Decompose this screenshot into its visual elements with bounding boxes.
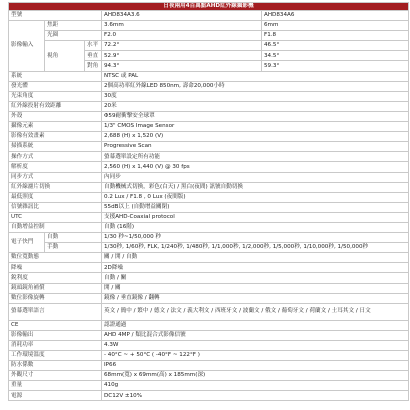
spec-label: CE bbox=[9, 320, 102, 330]
spec-label: 影像輸出 bbox=[9, 330, 102, 340]
spec-group-general bbox=[9, 71, 409, 233]
view-v-label: 垂直 bbox=[85, 51, 102, 61]
osd-group bbox=[9, 303, 409, 320]
spec-row bbox=[9, 142, 409, 152]
spec-value: 68mm(寬) x 69mm(高) x 185mm(深) bbox=[102, 371, 409, 381]
spec-value: 2,688 (H) x 1,520 (V) bbox=[102, 132, 409, 142]
spec-row bbox=[9, 101, 409, 111]
view-v-value-2: 34.5° bbox=[262, 51, 409, 61]
spec-label: 防水係數 bbox=[9, 361, 102, 371]
view-d-value-1: 94.3° bbox=[102, 61, 262, 71]
spec-label: 最低照度 bbox=[9, 192, 102, 202]
aperture-value-1: F2.0 bbox=[102, 31, 262, 41]
spec-row bbox=[9, 361, 409, 371]
spec-label: 解析度 bbox=[9, 162, 102, 172]
spec-row bbox=[9, 122, 409, 132]
shutter-manual-label: 手動 bbox=[45, 243, 102, 253]
spec-label: 信號雜訊比 bbox=[9, 202, 102, 212]
spec-value: 0.2 Lux / F1.8 , 0 Lux (夜間版) bbox=[102, 192, 409, 202]
view-h-label: 水平 bbox=[85, 41, 102, 51]
osd-label: 螢幕選單語言 bbox=[9, 303, 102, 320]
spec-label: 降噪 bbox=[9, 263, 102, 273]
osd-value: 英文 / 簡中 / 繁中 / 德文 / 法文 / 義大利文 / 西班牙文 / 波蘭文 / 俄文 / 葡萄牙文 / 荷蘭文 / 土耳其文 / 日文 bbox=[102, 303, 409, 320]
spec-table-body bbox=[9, 3, 409, 72]
spec-row bbox=[9, 91, 409, 101]
table-title: 日夜兩用4百萬點AHD紅外線攝影機 bbox=[9, 3, 409, 11]
spec-value: 30度 bbox=[102, 91, 409, 101]
spec-label: UTC bbox=[9, 212, 102, 222]
spec-row bbox=[9, 162, 409, 172]
spec-label: 自動增益控制 bbox=[9, 222, 102, 232]
view-v-value-1: 52.9° bbox=[102, 51, 262, 61]
spec-label: 消耗功率 bbox=[9, 340, 102, 350]
aperture-row bbox=[9, 31, 409, 41]
spec-row bbox=[9, 371, 409, 381]
spec-value: 自動 / 關 bbox=[102, 273, 409, 283]
spec-row bbox=[9, 222, 409, 232]
spec-row bbox=[9, 351, 409, 361]
spec-row bbox=[9, 340, 409, 350]
spec-value: 鏡像 / 垂直鏡像 / 翻轉 bbox=[102, 293, 409, 303]
model-row bbox=[9, 11, 409, 21]
title-row bbox=[9, 3, 409, 11]
spec-label: 同步方式 bbox=[9, 172, 102, 182]
spec-row bbox=[9, 320, 409, 330]
spec-row bbox=[9, 330, 409, 340]
spec-value: 自動 (16階) bbox=[102, 222, 409, 232]
spec-value: 20米 bbox=[102, 101, 409, 111]
spec-row bbox=[9, 273, 409, 283]
view-h-value-1: 72.2° bbox=[102, 41, 262, 51]
shutter-manual-value: 1/30秒, 1/60秒, FLK, 1/240秒, 1/480秒, 1/1,000秒, 1/2,000秒, 1/5,000秒, 1/10,000秒, 1/50,000秒 bbox=[102, 243, 409, 253]
model-value-2: AHD834A6 bbox=[262, 11, 409, 21]
spec-row bbox=[9, 293, 409, 303]
spec-value: DC12V ±10% bbox=[102, 391, 409, 401]
spec-row bbox=[9, 182, 409, 192]
spec-row bbox=[9, 391, 409, 401]
spec-value: - 40°C ~ + 50°C ( -40°F ~ 122°F ) bbox=[102, 351, 409, 361]
spec-value: Φ59耐衝擊安全球罩 bbox=[102, 111, 409, 121]
spec-label: 數位影像旋轉 bbox=[9, 293, 102, 303]
spec-label: 外殼 bbox=[9, 111, 102, 121]
spec-group-physical bbox=[9, 320, 409, 401]
spec-row bbox=[9, 381, 409, 391]
spec-value: 螢幕選單設定所有功能 bbox=[102, 152, 409, 162]
focal-value-1: 3.6mm bbox=[102, 21, 262, 31]
osd-row bbox=[9, 303, 409, 320]
spec-label: 工作環境溫度 bbox=[9, 351, 102, 361]
spec-row bbox=[9, 202, 409, 212]
spec-value: 2個高功率紅外線LED 850nm, 壽命20,000小時 bbox=[102, 81, 409, 91]
shutter-manual-row bbox=[9, 243, 409, 253]
view-h-value-2: 46.5° bbox=[262, 41, 409, 51]
spec-label: 數位寬動態 bbox=[9, 253, 102, 263]
shutter-auto-row bbox=[9, 233, 409, 243]
spec-label: 電源 bbox=[9, 391, 102, 401]
spec-value: 關 / 開 / 自動 bbox=[102, 253, 409, 263]
model-value-1: AHD834A3.6 bbox=[102, 11, 262, 21]
spec-row bbox=[9, 152, 409, 162]
shutter-auto-label: 自動 bbox=[45, 233, 102, 243]
view-h-row bbox=[9, 41, 409, 51]
spec-value: 開 / 關 bbox=[102, 283, 409, 293]
spec-label: 發光體 bbox=[9, 81, 102, 91]
spec-value: IP66 bbox=[102, 361, 409, 371]
spec-value: 內同步 bbox=[102, 172, 409, 182]
shutter-auto-value: 1/30 秒~1/50,000 秒 bbox=[102, 233, 409, 243]
view-angle-label: 視角 bbox=[45, 41, 85, 71]
spec-label: 光束角度 bbox=[9, 91, 102, 101]
spec-value: 支援AHD-Coaxial protocol bbox=[102, 212, 409, 222]
spec-row bbox=[9, 111, 409, 121]
spec-label: 攝像元素 bbox=[9, 122, 102, 132]
view-d-value-2: 59.3° bbox=[262, 61, 409, 71]
spec-value: 自動機械式切換，彩色(白天) / 黑白(夜間) 訊號自動切換 bbox=[102, 182, 409, 192]
spec-row bbox=[9, 253, 409, 263]
spec-row bbox=[9, 263, 409, 273]
spec-row bbox=[9, 132, 409, 142]
aperture-label: 光圈 bbox=[45, 31, 102, 41]
image-input-label: 影像輸入 bbox=[9, 21, 45, 71]
spec-value: 4.3W bbox=[102, 340, 409, 350]
spec-label: 重量 bbox=[9, 381, 102, 391]
spec-label: 操作方式 bbox=[9, 152, 102, 162]
spec-value: 55dB以上 (自動增益關閉) bbox=[102, 202, 409, 212]
spec-value: NTSC 或 PAL bbox=[102, 71, 409, 81]
spec-row bbox=[9, 283, 409, 293]
spec-value: 2D降噪 bbox=[102, 263, 409, 273]
spec-row bbox=[9, 172, 409, 182]
spec-label: 掃描系統 bbox=[9, 142, 102, 152]
spec-label: 銳利度 bbox=[9, 273, 102, 283]
view-d-label: 對角 bbox=[85, 61, 102, 71]
shutter-label: 電子快門 bbox=[9, 233, 45, 253]
spec-label: 鏡頭鏡角補償 bbox=[9, 283, 102, 293]
shutter-group bbox=[9, 233, 409, 253]
focal-value-2: 6mm bbox=[262, 21, 409, 31]
spec-value: 認證通過 bbox=[102, 320, 409, 330]
spec-label: 系統 bbox=[9, 71, 102, 81]
spec-value: 2,560 (H) x 1,440 (V) @ 30 fps bbox=[102, 162, 409, 172]
model-label: 型號 bbox=[9, 11, 102, 21]
spec-label: 外觀尺寸 bbox=[9, 371, 102, 381]
spec-row bbox=[9, 71, 409, 81]
spec-group-image bbox=[9, 253, 409, 303]
spec-value: 410g bbox=[102, 381, 409, 391]
focal-label: 焦距 bbox=[45, 21, 102, 31]
spec-row bbox=[9, 212, 409, 222]
spec-row bbox=[9, 81, 409, 91]
spec-label: 紅外線投射有效距離 bbox=[9, 101, 102, 111]
focal-row bbox=[9, 21, 409, 31]
spec-row bbox=[9, 192, 409, 202]
spec-table bbox=[8, 2, 409, 401]
spec-label: 紅外線濾片切換 bbox=[9, 182, 102, 192]
spec-value: AHD 4MP / 類比混合式影像信號 bbox=[102, 330, 409, 340]
spec-label: 影像有效畫素 bbox=[9, 132, 102, 142]
aperture-value-2: F1.8 bbox=[262, 31, 409, 41]
spec-value: Progressive Scan bbox=[102, 142, 409, 152]
spec-value: 1/3" CMOS Image Sensor bbox=[102, 122, 409, 132]
